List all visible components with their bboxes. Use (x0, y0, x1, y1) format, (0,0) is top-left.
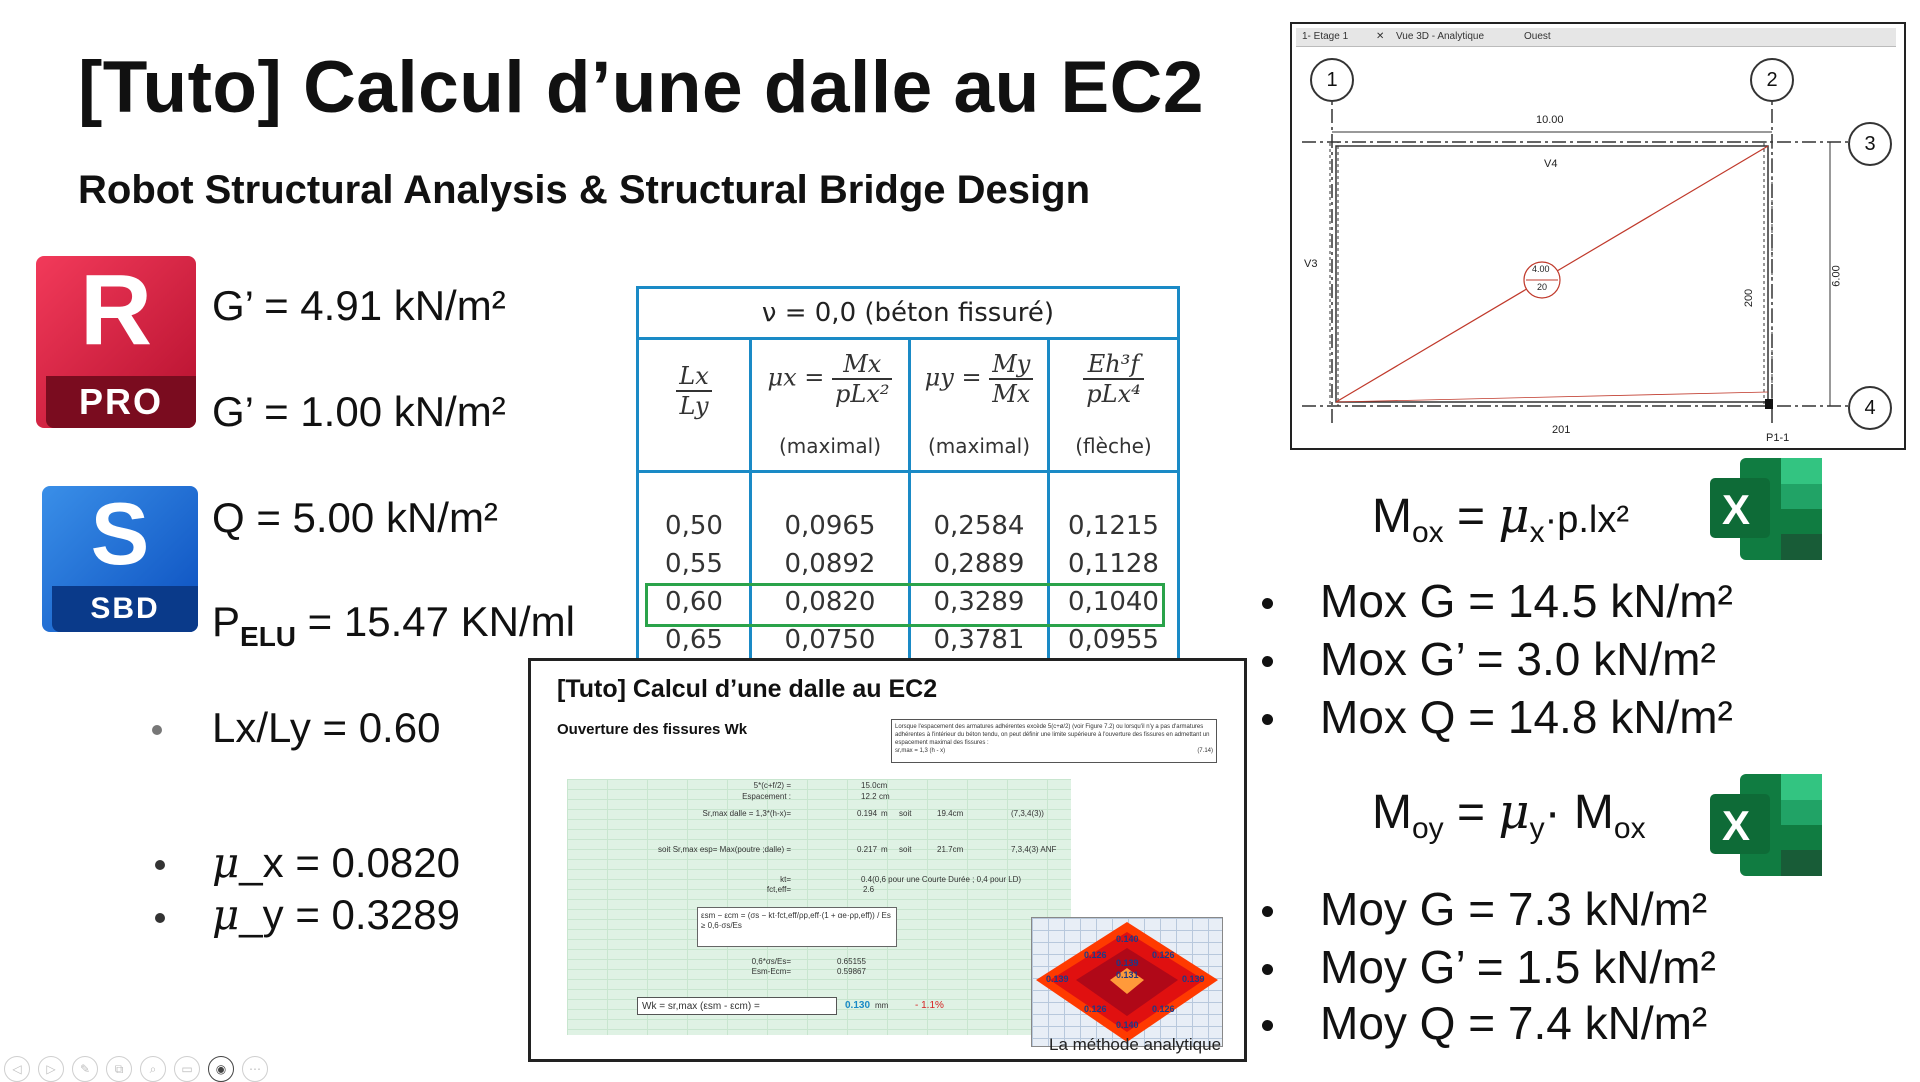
close-icon[interactable]: ✕ (1376, 31, 1385, 42)
tab-vue-3d[interactable]: Vue 3D - Analytique (1396, 31, 1485, 42)
note-equation: sr,max = 1,3 (h - x) (895, 748, 946, 754)
sheet-value-cm: 19.4cm (937, 809, 964, 818)
bullet-dot (1262, 964, 1273, 975)
col-note: (maximal) (927, 434, 1031, 458)
crack-strain-formula: εsm − εcm = (σs − kt·fct,eff/ρp,eff·(1 + αe·ρp,eff)) / Es ≥ 0,6·σs/Es (697, 907, 897, 947)
col-num: Eh³f (1083, 350, 1143, 380)
sheet-unit: cm (879, 792, 890, 801)
mu-subscript: x (1529, 516, 1545, 549)
sheet-value: 15.0cm (861, 781, 888, 790)
slide-subtitle: Ouverture des fissures Wk (557, 721, 748, 738)
heat-value: 0.131 (1116, 970, 1139, 980)
mu-x-value (212, 838, 460, 887)
crack-heatmap (1031, 917, 1223, 1047)
mu-subscript: y (1529, 812, 1545, 845)
slide-title: [Tuto] Calcul d’une dalle au EC2 (557, 675, 938, 703)
pelu-sub: ELU (240, 621, 297, 652)
heat-value: 0.139 (1046, 974, 1069, 984)
col-lead: μy = (924, 363, 982, 392)
table-row (639, 625, 1177, 661)
col-den: Mx (992, 380, 1031, 408)
moy-g-prime: Moy G’ = 1.5 kN/m² (1320, 941, 1716, 993)
bullet-dot (152, 725, 162, 735)
mox-formula (1372, 488, 1629, 550)
load-pelu (212, 598, 575, 653)
more-options-icon[interactable]: ⋯ (242, 1056, 268, 1082)
heat-value: 0.140 (1116, 1020, 1139, 1030)
cell-mux: 0,0965 (784, 511, 876, 541)
col-note: (maximal) (778, 434, 882, 458)
note-ref: (7.14) (1197, 748, 1213, 754)
structural-plan-view (1290, 22, 1906, 450)
axis-bubble-1: 1 (1310, 58, 1354, 102)
axis-bubble-4: 4 (1848, 386, 1892, 430)
col-den: pLx⁴ (1086, 380, 1141, 408)
mu-symbol: μ (212, 838, 240, 887)
sheet-ref: 7,3,4(3) ANF (1011, 845, 1057, 854)
sheet-soit: soit (899, 845, 912, 854)
wk-delta: - 1.1% (915, 1000, 944, 1011)
col-note: (flèche) (1075, 434, 1152, 458)
wk-unit: mm (875, 1001, 889, 1010)
subtitles-icon[interactable]: ▭ (174, 1056, 200, 1082)
heat-value: 0.140 (1116, 934, 1139, 944)
page-subtitle: Robot Structural Analysis & Structural Bridge Design (78, 168, 1091, 212)
heatmap-caption: La méthode analytique (1049, 1035, 1222, 1054)
cell-ratio: 0,60 (665, 587, 723, 617)
heat-value: 0.126 (1084, 1004, 1107, 1014)
table-row (639, 549, 1177, 585)
load-g1: G’ = 4.91 kN/m² (212, 282, 506, 329)
cell-mux: 0,0750 (784, 625, 876, 655)
cell-mux: 0,0892 (784, 549, 876, 579)
bullet-dot (1262, 1020, 1273, 1031)
robot-logo-band: PRO (46, 376, 196, 428)
label-200: 200 (1743, 288, 1756, 308)
sbd-logo-band: SBD (52, 586, 198, 632)
dim-right: 6.00 (1830, 265, 1843, 287)
beam-v4: V4 (1544, 158, 1558, 170)
slab-thickness-top: 4.00 (1532, 264, 1550, 274)
bullet-dot (155, 860, 165, 870)
embedded-slide-crack-width (528, 658, 1247, 1062)
sheet-unit: m (881, 845, 888, 854)
sheet-value: 0.59867 (837, 967, 866, 976)
sheet-label: Sr,max dalle = 1,3*(h-x)= (702, 809, 791, 818)
next-slide-icon[interactable]: ▷ (38, 1056, 64, 1082)
sheet-unit: m (881, 809, 888, 818)
load-q: Q = 5.00 kN/m² (212, 494, 498, 541)
equals: = (1443, 786, 1499, 839)
wk-formula: Wk = sr,max (εsm - εcm) = (637, 997, 837, 1015)
load-g2: G’ = 1.00 kN/m² (212, 388, 506, 435)
robot-pro-logo (36, 256, 196, 428)
tab-ouest[interactable]: Ouest (1524, 31, 1551, 42)
mu-x-text: _x = 0.0820 (239, 839, 460, 886)
col-num: Mx (832, 350, 892, 380)
mox-q: Mox Q = 14.8 kN/m² (1320, 691, 1733, 743)
sheet-label: Esm-Ecm= (751, 967, 791, 976)
plan-drawing (1292, 24, 1904, 448)
heat-value: 0.126 (1084, 950, 1107, 960)
excel-letter: X (1722, 802, 1751, 849)
see-all-slides-icon[interactable]: ⧉ (106, 1056, 132, 1082)
cell-muy: 0,2584 (933, 511, 1025, 541)
sheet-value: 0.194 (857, 809, 878, 818)
col-den: pLx² (835, 380, 890, 408)
col-den: Ly (679, 392, 709, 420)
cell-fleche: 0,1215 (1068, 511, 1159, 541)
moy-g: Moy G = 7.3 kN/m² (1320, 883, 1708, 935)
wk-value: 0.130 (845, 1000, 871, 1011)
zoom-icon[interactable]: ⌕ (140, 1056, 166, 1082)
beam-v3: V3 (1304, 258, 1318, 270)
heat-value: 0.139 (1116, 958, 1139, 968)
sheet-label: soit Sr,max esp= Max(poutre ;dalle) = (658, 845, 791, 854)
label-p1-1: P1-1 (1766, 432, 1790, 444)
bullet-dot (1262, 598, 1273, 609)
label-201: 201 (1552, 424, 1571, 436)
formula-rest: ·p.lx² (1544, 499, 1630, 541)
m-symbol: M (1372, 490, 1412, 543)
tab-etage[interactable]: 1- Etage 1 (1302, 31, 1349, 42)
col-header-ratio (639, 340, 749, 470)
moy-q: Moy Q = 7.4 kN/m² (1320, 997, 1708, 1049)
bullet-dot (1262, 906, 1273, 917)
cell-muy: 0,3289 (933, 587, 1025, 617)
dim-top: 10.00 (1536, 114, 1564, 126)
sheet-label: 0,6*σs/Es= (751, 957, 791, 966)
sheet-label: fct,eff= (766, 885, 791, 894)
cell-ratio: 0,55 (665, 549, 723, 579)
heat-value: 0.126 (1152, 1004, 1175, 1014)
col-header-fleche (1050, 340, 1177, 470)
sheet-label: kt= (780, 875, 791, 884)
cell-fleche: 0,1040 (1068, 587, 1159, 617)
equals: = (1443, 490, 1499, 543)
axis-bubble-2: 2 (1750, 58, 1794, 102)
cell-ratio: 0,50 (665, 511, 723, 541)
slide-note (891, 719, 1217, 763)
heat-value: 0.139 (1182, 974, 1205, 984)
highlight-box (645, 583, 1165, 627)
sheet-value-cm: 21.7cm (937, 845, 964, 854)
excel-letter: X (1722, 486, 1751, 533)
col-num: Lx (676, 362, 711, 392)
m-subscript: ox (1411, 516, 1444, 549)
pelu-p: P (212, 598, 241, 645)
cell-ratio: 0,65 (665, 625, 723, 655)
mox-g-prime: Mox G’ = 3.0 kN/m² (1320, 633, 1716, 685)
slab-thickness-bottom: 20 (1537, 282, 1548, 292)
axis-bubble-3: 3 (1848, 122, 1892, 166)
col-header-muy (911, 340, 1047, 470)
mu-symbol: μ (1498, 784, 1530, 840)
coefficient-table (636, 286, 1180, 661)
mu-y-text: _y = 0.3289 (239, 891, 460, 938)
cell-fleche: 0,1128 (1068, 549, 1159, 579)
m-subscript: ox (1613, 812, 1646, 845)
sheet-value: 0.217 (857, 845, 878, 854)
note-text: Lorsque l'espacement des armatures adhérentes excède 5(c+ø/2) (voir Figure 7.2) ou lorsqu'il n'y a pas d'armatures adhérentes à l'intérieur du béton tendu, on peut définir une limite supérieure à l'ouverture des fissures en admettant un espacement maximal des fissures : (895, 724, 1210, 746)
cell-muy: 0,2889 (933, 549, 1025, 579)
robot-logo-letter: R (79, 254, 153, 366)
dot: · (1544, 786, 1574, 839)
mox-g: Mox G = 14.5 kN/m² (1320, 575, 1733, 627)
cell-mux: 0,0820 (784, 587, 876, 617)
sheet-value: 2.6 (863, 885, 875, 894)
sbd-logo-letter: S (90, 484, 150, 583)
sheet-value: 12.2 (861, 792, 877, 801)
previous-slide-icon[interactable]: ◁ (4, 1056, 30, 1082)
page-title: [Tuto] Calcul d’une dalle au EC2 (78, 47, 1204, 128)
cell-muy: 0,3781 (933, 625, 1025, 655)
sbd-logo (42, 486, 198, 632)
pen-icon[interactable]: ✎ (72, 1056, 98, 1082)
heat-value: 0.126 (1152, 950, 1175, 960)
moy-formula (1372, 784, 1646, 846)
sheet-label: 5*(c+f/2) = (753, 781, 791, 790)
mu-symbol: μ (1498, 488, 1530, 544)
spreadsheet-excerpt (567, 779, 1071, 1035)
m-symbol: M (1573, 786, 1614, 839)
bullet-dot (1262, 656, 1273, 667)
sheet-ref: (7,3,4(3)) (1011, 809, 1044, 818)
table-row (639, 511, 1177, 547)
ratio-lx-ly: Lx/Ly = 0.60 (212, 704, 441, 751)
mu-y-value (212, 890, 460, 939)
table-header: ν = 0,0 (béton fissuré) (639, 289, 1177, 340)
sheet-soit: soit (899, 809, 912, 818)
pelu-value: = 15.47 KN/ml (296, 598, 575, 645)
sheet-label: Espacement : (742, 792, 791, 801)
bullet-dot (155, 913, 165, 923)
m-subscript: oy (1411, 812, 1444, 845)
col-header-mux (752, 340, 908, 470)
sheet-value: 0.65155 (837, 957, 866, 966)
mu-symbol: μ (212, 890, 240, 939)
col-num: My (989, 350, 1033, 380)
bullet-dot (1262, 714, 1273, 725)
col-lead: μx = (767, 363, 825, 392)
camera-icon[interactable]: ◉ (208, 1056, 234, 1082)
cell-fleche: 0,0955 (1068, 625, 1159, 655)
sheet-value: 0.4(0,6 pour une Courte Durée ; 0,4 pour LD) (861, 875, 1022, 884)
m-symbol: M (1372, 786, 1412, 839)
